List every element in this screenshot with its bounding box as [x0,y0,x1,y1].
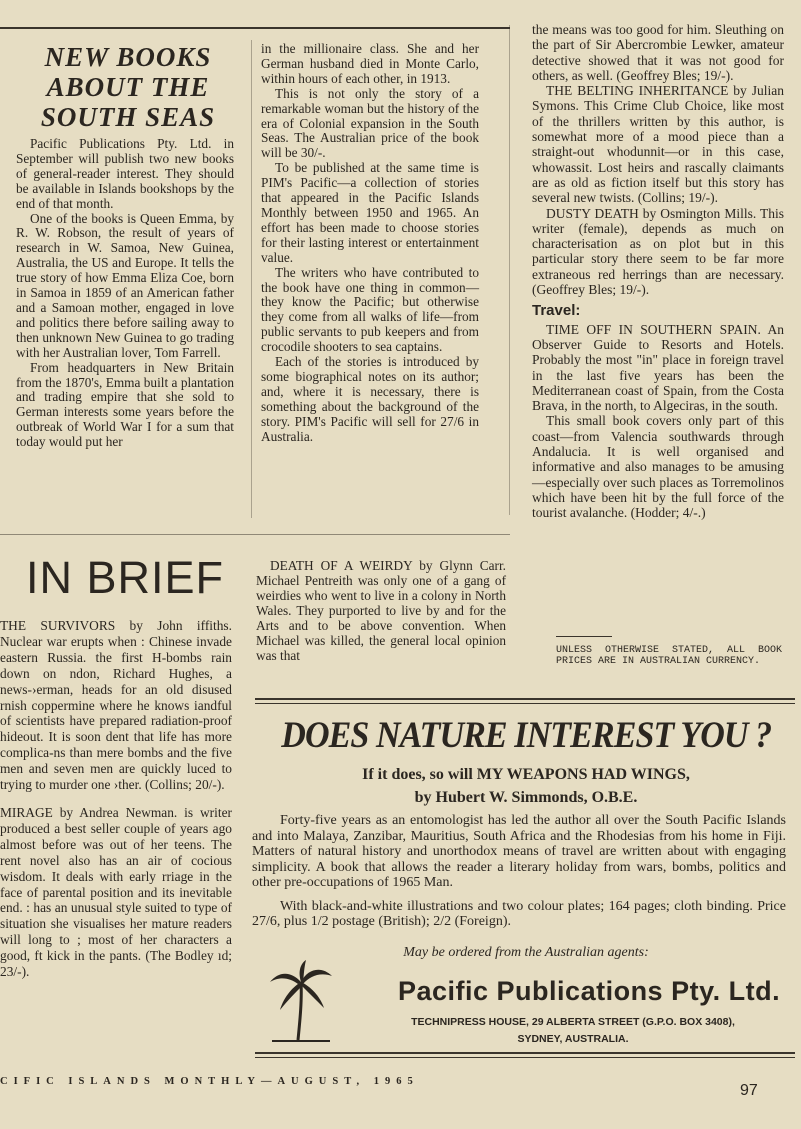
new-books-column-1 [16,137,234,450]
paragraph: One of the books is Queen Emma, by R. W. Robson, the result of years of research in W. Samoa, New Guinea, Australia, the US and Europe. It tells the true story of how Emma Eliza Coe, born in Samoa in 1859 of an American father and a Samoan mother, engaged in love and politics there before sailing away to then unknown New Guinea to go trading with her Australian lover, Tom Farrell. [16,210,234,360]
in-brief-heading: IN BRIEF [26,552,225,603]
heading-line-1: NEW BOOKS [44,42,212,72]
paragraph: To be published at the same time is PIM's Pacific—a collection of stories that appeared in the Pacific Islands Monthly between 1950 and 1965. An effort has been made to choose stories for their lasting interest or entertainment value. [261,160,479,265]
column-divider-1 [251,40,252,518]
note-rule [556,636,612,637]
ad-title-text: DOES NATURE INTEREST YOU ? [281,715,771,756]
paragraph: DUSTY DEATH by Osmington Mills. This writer (female), depends as much on characterisation as on plot but in this particular story there seem to be far more extraneous red herrings than are necessary. (Geoffrey Bles; 19/-). [532,205,784,298]
paragraph: DEATH OF A WEIRDY by Glynn Carr. Michael Pentreith was only one of a gang of weirdies who went to live in a colony in North Wales. They purported to live by and for the Arts and to be above convention. When Michael was killed, the general local opinion was that [256,558,506,663]
ad-top-rule-1 [255,698,795,700]
new-books-heading [22,42,234,132]
ad-title [258,714,794,757]
footer-masthead: CIFIC ISLANDS MONTHLY—AUGUST, 1965 [0,1076,419,1087]
heading-line-3: SOUTH SEAS [40,102,216,132]
ad-paragraph: With black-and-white illustrations and two colour plates; 164 pages; cloth binding. Price 27/6, plus 1/2 postage (British); 2/2 (Foreign). [252,898,786,929]
paragraph: The writers who have contributed to the book have one thing in common—they know the Pacific; but otherwise they come from all walks of life—from public servants to pub keepers and from crocodile shooters to sea captains. [261,264,479,355]
page-number: 97 [740,1082,758,1099]
top-rule [0,27,510,29]
column-divider-2 [509,25,510,515]
ad-bottom-rule-2 [255,1057,795,1058]
reviews-column-3 [532,22,784,521]
paragraph: TIME OFF IN SOUTHERN SPAIN. An Observer Guide to Resorts and Hotels. Probably the most "in" place in foreign travel in the last five years has been the Mediterranean coast of Spain, from the Costa Brava, in the north, to Algeciras, in the south. [532,321,784,414]
heading-line-2: ABOUT THE [46,72,210,102]
ad-paragraph: Forty-five years as an entomologist has led the author all over the South Pacific Islands and into Malaya, Zanzibar, Mauritius, South Africa and the Rhodesias from his home in Fiji. Matters of natural history and unorthodox means of travel are written about with engaging simplicity. A book that allows the reader a literary holiday from wars, bombs, politics and other pre-occupations of 1965 Man. [252,813,786,890]
paragraph: This is not only the story of a remarkable woman but the history of the era of Colonial expansion in the South Seas. The Australian price of the book will be 30/-. [261,85,479,161]
palm-tree-icon [268,960,334,1042]
new-books-column-2 [261,42,479,444]
paragraph: THE SURVIVORS by John iffiths. Nuclear war erupts when : Chinese invade eastern Russia. the first H-bombs rain down on ndon, Richard Hughes, a news-›erman, heads for an old disused rnish coppermine where he knows iandful of scientists have prepared radiation-proof hideout. It is soon dent that life has more complica-ns than mere bombs and the five men and seven men are quickly luced to trying to murder one ›ther. (Collins; 20/-). [0,618,232,793]
paragraph: THE BELTING INHERITANCE by Julian Symons. This Crime Club Choice, like most of the thrillers written by this author, is somewhat more of a mood piece than a straight-out whodunnit—or in this case, whowassit. Lost heirs and rascally claimants are as old as fiction itself but this story has several new twists. (Collins; 19/-). [532,83,784,206]
paragraph: Pacific Publications Pty. Ltd. in September will publish two new books of general-reader interest. They should be available in Islands bookshops by the end of that month. [16,136,234,211]
publisher-name: Pacific Publications Pty. Ltd. [398,976,781,1006]
paragraph: the means was too good for him. Sleuthing on the part of Sir Abercrombie Lewker, amateur detective showed that it was not good for others, as well. (Geoffrey Bles; 19/-). [532,22,784,83]
ad-body [252,813,786,930]
publisher-address-1: TECHNIPRESS HOUSE, 29 ALBERTA STREET (G.P.O. BOX 3408), [411,1016,735,1028]
paragraph: MIRAGE by Andrea Newman. is writer produced a best seller couple of years ago almost before was out of her teens. The rent novel also has an air of cocious wisdom. It deals with early rriage in the face of parental position and its inevitable end. : has an unusual style suited to type of situation she visualises her mature readers will long to ; most of her characters a good, ft kick in the pants. (The Bodley ıd; 23/-). [0,804,232,980]
order-line: May be ordered from the Australian agents: [403,945,649,960]
paragraph: This small book covers only part of this coast—from Valencia southwards through Andalucia. It is well organised and informative and also manages to be amusing—especially over such places as Torremolinos which have been hit by the full force of the tourist avalanche. (Hodder; 4/-.) [532,413,784,521]
ad-line-2: by Hubert W. Simmonds, O.B.E. [414,789,638,806]
currency-note: UNLESS OTHERWISE STATED, ALL BOOK PRICES ARE IN AUSTRALIAN CURRENCY. [556,645,782,667]
travel-heading: Travel: [532,302,581,320]
ad-top-rule-2 [255,703,795,704]
ad-line-1: If it does, so will MY WEAPONS HAD WINGS, [362,766,690,783]
paragraph: in the millionaire class. She and her German husband died in Monte Carlo, within hours of each other, in 1913. [261,41,479,86]
paragraph: From headquarters in New Britain from the 1870's, Emma built a plantation and trading empire that she sold to German interests some years before the outbreak of World War I for a sum that today would put her [16,359,234,450]
publisher-address-2: SYDNEY, AUSTRALIA. [517,1033,629,1045]
in-brief-column-2 [256,558,506,663]
paragraph: Each of the stories is introduced by some biographical notes on its author; and, where it is necessary, there is something about the background of the story. PIM's Pacific will sell for 27/6 in Australia. [261,354,479,444]
in-brief-column-1 [0,618,232,980]
ad-bottom-rule-1 [255,1052,795,1054]
in-brief-top-rule [0,534,510,535]
